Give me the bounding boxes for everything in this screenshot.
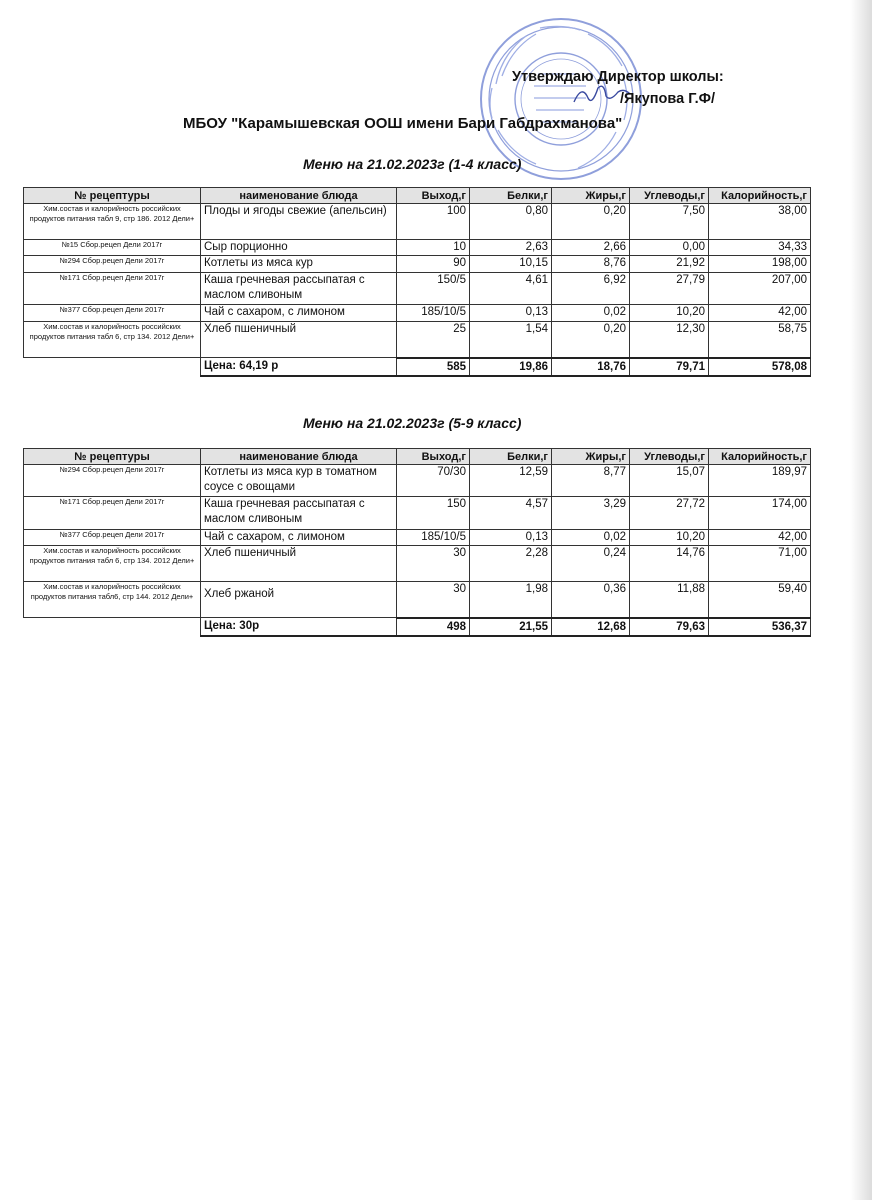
col-header: Выход,г (397, 188, 470, 204)
protein-value: 1,54 (470, 322, 552, 358)
calorie-value: 71,00 (709, 546, 811, 582)
recipe-ref: Хим.состав и калорийность российских продуктов питания табл 9, стр 186. 2012 Дели+ (24, 204, 201, 240)
output-value: 25 (397, 322, 470, 358)
fat-value: 2,66 (552, 240, 630, 256)
dish-name: Хлеб пшеничный (201, 546, 397, 582)
protein-value: 1,98 (470, 582, 552, 618)
table-row (24, 530, 811, 546)
total-calories: 578,08 (709, 358, 811, 376)
col-header: наименование блюда (201, 188, 397, 204)
dish-name: Котлеты из мяса кур (201, 256, 397, 273)
table-row (24, 497, 811, 530)
col-header: Углеводы,г (630, 188, 709, 204)
menu-title-1-4: Меню на 21.02.2023г (1-4 класс) (303, 156, 522, 172)
table-row (24, 582, 811, 618)
col-header: Калорийность,г (709, 449, 811, 465)
school-name: МБОУ "Карамышевская ООШ имени Бари Габдрахманова" (183, 115, 623, 132)
protein-value: 12,59 (470, 465, 552, 497)
protein-value: 4,57 (470, 497, 552, 530)
carb-value: 27,72 (630, 497, 709, 530)
table-row (24, 322, 811, 358)
fat-value: 0,02 (552, 530, 630, 546)
protein-value: 2,28 (470, 546, 552, 582)
carb-value: 14,76 (630, 546, 709, 582)
carb-value: 10,20 (630, 530, 709, 546)
scan-edge (850, 0, 872, 1200)
fat-value: 0,36 (552, 582, 630, 618)
recipe-ref: №294 Сбор.рецеп Дели 2017г (24, 465, 201, 497)
col-header: Белки,г (470, 188, 552, 204)
menu-title-5-9: Меню на 21.02.2023г (5-9 класс) (303, 415, 522, 431)
recipe-ref: Хим.состав и калорийность российских продуктов питания табл6, стр 144. 2012 Дели+ (24, 582, 201, 618)
table-row (24, 273, 811, 305)
dish-name: Хлеб пшеничный (201, 322, 397, 358)
carb-value: 10,20 (630, 305, 709, 322)
col-header: Выход,г (397, 449, 470, 465)
col-header: Жиры,г (552, 188, 630, 204)
protein-value: 2,63 (470, 240, 552, 256)
fat-value: 6,92 (552, 273, 630, 305)
recipe-ref: №15 Сбор.рецеп Дели 2017г (24, 240, 201, 256)
output-value: 30 (397, 582, 470, 618)
dish-name: Чай с сахаром, с лимоном (201, 530, 397, 546)
protein-value: 10,15 (470, 256, 552, 273)
dish-name: Каша гречневая рассыпатая с маслом сливоным (201, 497, 397, 530)
dish-name: Чай с сахаром, с лимоном (201, 305, 397, 322)
table-row (24, 546, 811, 582)
total-output: 585 (397, 358, 470, 376)
fat-value: 0,20 (552, 322, 630, 358)
col-header: Белки,г (470, 449, 552, 465)
dish-name: Хлеб ржаной (201, 582, 397, 618)
empty-cell (24, 618, 201, 636)
empty-cell (24, 358, 201, 376)
output-value: 30 (397, 546, 470, 582)
calorie-value: 207,00 (709, 273, 811, 305)
recipe-ref: №377 Сбор.рецеп Дели 2017г (24, 305, 201, 322)
menu-table-1-4 (23, 187, 811, 377)
menu-table-5-9 (23, 448, 811, 637)
table-header (24, 188, 811, 204)
calorie-value: 34,33 (709, 240, 811, 256)
carb-value: 11,88 (630, 582, 709, 618)
protein-value: 4,61 (470, 273, 552, 305)
fat-value: 0,24 (552, 546, 630, 582)
protein-value: 0,13 (470, 530, 552, 546)
fat-value: 0,20 (552, 204, 630, 240)
total-fat: 18,76 (552, 358, 630, 376)
protein-value: 0,80 (470, 204, 552, 240)
director-name: /Якупова Г.Ф/ (620, 91, 716, 107)
output-value: 90 (397, 256, 470, 273)
total-protein: 21,55 (470, 618, 552, 636)
table-row (24, 305, 811, 322)
price-label: Цена: 64,19 р (201, 358, 397, 376)
total-output: 498 (397, 618, 470, 636)
output-value: 185/10/5 (397, 530, 470, 546)
recipe-ref: Хим.состав и калорийность российских продуктов питания табл 6, стр 134. 2012 Дели+ (24, 322, 201, 358)
col-header: Углеводы,г (630, 449, 709, 465)
carb-value: 15,07 (630, 465, 709, 497)
carb-value: 27,79 (630, 273, 709, 305)
calorie-value: 198,00 (709, 256, 811, 273)
table-row (24, 240, 811, 256)
fat-value: 8,77 (552, 465, 630, 497)
calorie-value: 174,00 (709, 497, 811, 530)
fat-value: 3,29 (552, 497, 630, 530)
carb-value: 0,00 (630, 240, 709, 256)
fat-value: 0,02 (552, 305, 630, 322)
table-row (24, 204, 811, 240)
output-value: 185/10/5 (397, 305, 470, 322)
recipe-ref: №377 Сбор.рецеп Дели 2017г (24, 530, 201, 546)
calorie-value: 38,00 (709, 204, 811, 240)
total-carb: 79,71 (630, 358, 709, 376)
total-calories: 536,37 (709, 618, 811, 636)
table-header (24, 449, 811, 465)
carb-value: 21,92 (630, 256, 709, 273)
carb-value: 7,50 (630, 204, 709, 240)
approval-line: Утверждаю Директор школы: (512, 69, 724, 85)
total-protein: 19,86 (470, 358, 552, 376)
recipe-ref: Хим.состав и калорийность российских продуктов питания табл 6, стр 134. 2012 Дели+ (24, 546, 201, 582)
total-carb: 79,63 (630, 618, 709, 636)
output-value: 70/30 (397, 465, 470, 497)
dish-name: Плоды и ягоды свежие (апельсин) (201, 204, 397, 240)
calorie-value: 58,75 (709, 322, 811, 358)
recipe-ref: №171 Сбор.рецеп Дели 2017г (24, 273, 201, 305)
col-header: № рецептуры (24, 188, 201, 204)
recipe-ref: №171 Сбор.рецеп Дели 2017г (24, 497, 201, 530)
output-value: 150 (397, 497, 470, 530)
total-row (24, 618, 811, 636)
dish-name: Сыр порционно (201, 240, 397, 256)
price-label: Цена: 30р (201, 618, 397, 636)
total-row (24, 358, 811, 376)
dish-name: Каша гречневая рассыпатая с маслом сливоным (201, 273, 397, 305)
carb-value: 12,30 (630, 322, 709, 358)
calorie-value: 42,00 (709, 305, 811, 322)
output-value: 150/5 (397, 273, 470, 305)
output-value: 100 (397, 204, 470, 240)
calorie-value: 59,40 (709, 582, 811, 618)
recipe-ref: №294 Сбор.рецеп Дели 2017г (24, 256, 201, 273)
col-header: наименование блюда (201, 449, 397, 465)
calorie-value: 189,97 (709, 465, 811, 497)
col-header: Жиры,г (552, 449, 630, 465)
col-header: Калорийность,г (709, 188, 811, 204)
output-value: 10 (397, 240, 470, 256)
dish-name: Котлеты из мяса кур в томатном соусе с овощами (201, 465, 397, 497)
table-row (24, 465, 811, 497)
table-row (24, 256, 811, 273)
total-fat: 12,68 (552, 618, 630, 636)
protein-value: 0,13 (470, 305, 552, 322)
calorie-value: 42,00 (709, 530, 811, 546)
col-header: № рецептуры (24, 449, 201, 465)
fat-value: 8,76 (552, 256, 630, 273)
